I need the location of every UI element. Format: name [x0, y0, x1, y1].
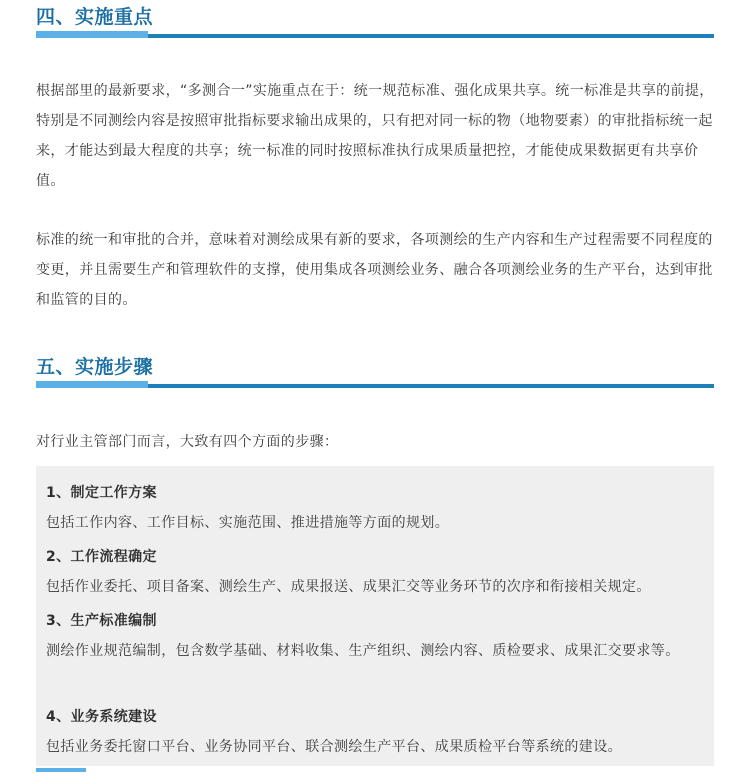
- step-body: 包括作业委托、项目备案、测绘生产、成果报送、成果汇交等业务环节的次序和衔接相关规定。: [46, 579, 651, 595]
- section-4-paragraph-2: 标准的统一和审批的合并，意味着对测绘成果有新的要求，各项测绘的生产内容和生产过程需要不同程度的变更，并且需要生产和管理软件的支撑，使用集成各项测绘业务、融合各项测绘业务的生产平台，达到审批和监管的目的。: [36, 232, 713, 308]
- step-item: [46, 702, 706, 763]
- section-5-intro: 对行业主管部门而言，大致有四个方面的步骤：: [36, 434, 339, 450]
- section-5-header: [36, 354, 714, 388]
- section-4-divider-accent: [36, 31, 148, 38]
- section-5-title: 五、实施步骤: [36, 356, 154, 378]
- step-title: 1、制定工作方案: [46, 485, 157, 501]
- section-4-paragraph-1: 根据部里的最新要求，“多测合一”实施重点在于：统一规范标准、强化成果共享。统一标准是共享的前提，特别是不同测绘内容是按照审批指标要求输出成果的，只有把对同一标的物（地物要素）的审批指标统一起来，才能达到最大程度的共享；统一标准的同时按照标准执行成果质量把控，才能使成果数据更有共享价值。: [36, 83, 714, 189]
- step-item: [46, 606, 706, 667]
- section-5-divider-accent: [36, 381, 148, 388]
- step-body: 测绘作业规范编制，包含数学基础、材料收集、生产组织、测绘内容、质检要求、成果汇交要求等。: [46, 643, 680, 659]
- step-item: [46, 542, 706, 603]
- step-item: [46, 478, 706, 539]
- section-4-title: 四、实施重点: [36, 6, 154, 28]
- section-5-divider: [36, 384, 714, 388]
- section-4-header: [36, 4, 714, 38]
- step-title: 4、业务系统建设: [46, 709, 157, 725]
- step-body: 包括工作内容、工作目标、实施范围、推进措施等方面的规划。: [46, 515, 450, 531]
- step-title: 3、生产标准编制: [46, 613, 157, 629]
- step-body: 包括业务委托窗口平台、业务协同平台、联合测绘生产平台、成果质检平台等系统的建设。: [46, 739, 622, 755]
- section-4-divider: [36, 34, 714, 38]
- step-title: 2、工作流程确定: [46, 549, 157, 565]
- steps-box: [36, 466, 714, 766]
- bottom-accent-bar: [36, 768, 86, 772]
